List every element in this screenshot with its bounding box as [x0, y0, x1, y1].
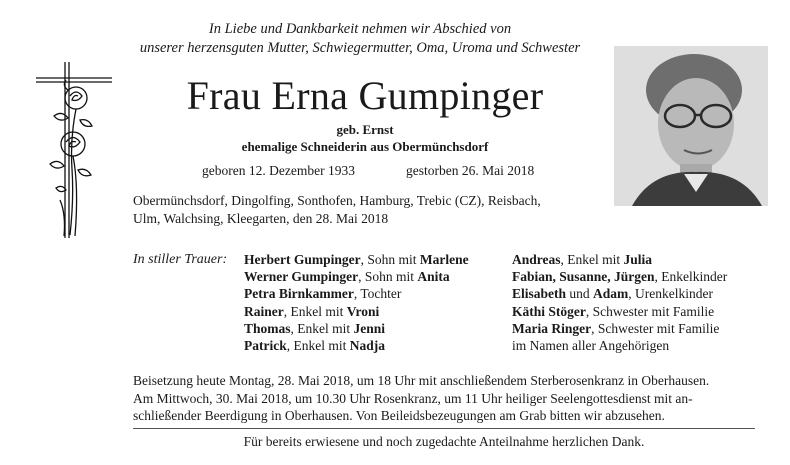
mourner-relation: und — [566, 286, 594, 302]
intro-line-2: unserer herzensguten Mutter, Schwiegermutter, Oma, Uroma und Schwester — [139, 40, 581, 56]
mourner-name: Herbert Gumpinger — [244, 252, 361, 267]
burial-line-3: schließender Beerdigung in Oberhausen. Von Beileidsbezeugungen am Grab bitten wir abzusehen. — [133, 408, 665, 423]
burial-info — [133, 372, 773, 425]
burial-line-2: Am Mittwoch, 30. Mai 2018, um 10.30 Uhr Rosenkranz, um 11 Uhr heiliger Seelengottesdienst mit an- — [133, 390, 693, 406]
mourner-partner: Anita — [417, 269, 450, 285]
burial-line-1: Beisetzung heute Montag, 28. Mai 2018, um 18 Uhr mit anschließendem Sterberosenkranz in Oberhausen. — [133, 373, 710, 388]
mourner-entry — [512, 268, 727, 285]
mourner-name: Andreas — [512, 252, 561, 267]
mourner-relation: , Sohn mit — [358, 269, 418, 285]
mourner-relation: , Enkel mit — [560, 252, 624, 267]
mourner-name: Käthi Stöger — [512, 303, 586, 319]
mourner-entry — [244, 303, 469, 320]
mourner-relation: , Tochter — [353, 286, 402, 302]
mourners-label: In stiller Trauer: — [133, 252, 228, 267]
deceased-name: Frau Erna Gumpinger — [186, 73, 544, 118]
mourner-partner: Marlene — [419, 252, 469, 267]
mourner-entry — [244, 268, 469, 285]
thanks-text: Für bereits erwiesene und noch zugedachte Anteilnahme herzlichen Dank. — [243, 434, 645, 449]
mourner-entry — [244, 285, 469, 302]
portrait-photo — [614, 46, 768, 206]
death-date: gestorben 26. Mai 2018 — [406, 163, 535, 178]
intro-line-1: In Liebe und Dankbarkeit nehmen wir Abschied von — [208, 21, 512, 37]
mourner-name: Fabian, Susanne, Jürgen — [512, 269, 655, 285]
mourner-tail: , Urenkelkinder — [628, 286, 713, 302]
mourner-partner: Julia — [623, 252, 653, 267]
cross-with-roses-icon — [20, 60, 120, 240]
mourner-name: Thomas — [244, 320, 291, 336]
mourner-relation: , Enkel mit — [283, 303, 347, 319]
mourner-relation: , Schwester mit Familie — [591, 320, 720, 336]
mourner-name: Werner Gumpinger — [244, 269, 359, 285]
mourner-relation: , Enkel mit — [286, 338, 350, 354]
mourner-name: Petra Birnkammer — [244, 286, 354, 302]
mourner-relation: , Schwester mit Familie — [585, 303, 715, 319]
mourner-name: Maria Ringer — [512, 320, 592, 336]
mourner-entry — [512, 303, 727, 320]
mourner-entry — [244, 320, 469, 337]
mourner-name: Elisabeth — [512, 286, 567, 302]
mourner-partner: Vroni — [346, 303, 380, 319]
place-date — [133, 192, 603, 228]
mourner-entry — [244, 337, 469, 354]
mourner-entry — [512, 320, 727, 337]
maiden-name: geb. Ernst — [336, 122, 394, 137]
mourner-relation: , Enkelkinder — [654, 269, 728, 285]
mourner-entry — [512, 337, 727, 354]
mourner-relation: , Enkel mit — [290, 320, 354, 336]
deceased-details — [150, 121, 580, 155]
mourner-entry — [512, 251, 727, 268]
mourner-name: Patrick — [244, 338, 287, 354]
mourner-entry — [244, 251, 469, 268]
mourner-relation: im Namen aller Angehörigen — [512, 338, 670, 354]
mourner-name: Rainer — [244, 303, 284, 319]
mourners-right — [512, 251, 727, 354]
mourner-partner: Adam — [593, 286, 629, 302]
place-line-2: Ulm, Walchsing, Kleegarten, den 28. Mai 2018 — [133, 211, 389, 226]
birth-date: geboren 12. Dezember 1933 — [202, 163, 355, 178]
mourner-partner: Jenni — [353, 320, 386, 336]
mourners-left — [244, 251, 469, 354]
mourner-partner: Nadja — [349, 338, 386, 354]
mourner-relation: , Sohn mit — [360, 252, 420, 267]
occupation: ehemalige Schneiderin aus Obermünchsdorf — [241, 139, 489, 154]
mourner-entry — [512, 285, 727, 302]
place-line-1: Obermünchsdorf, Dingolfing, Sonthofen, Hamburg, Trebic (CZ), Reisbach, — [133, 193, 541, 208]
divider — [133, 428, 755, 429]
intro-text — [120, 20, 600, 58]
